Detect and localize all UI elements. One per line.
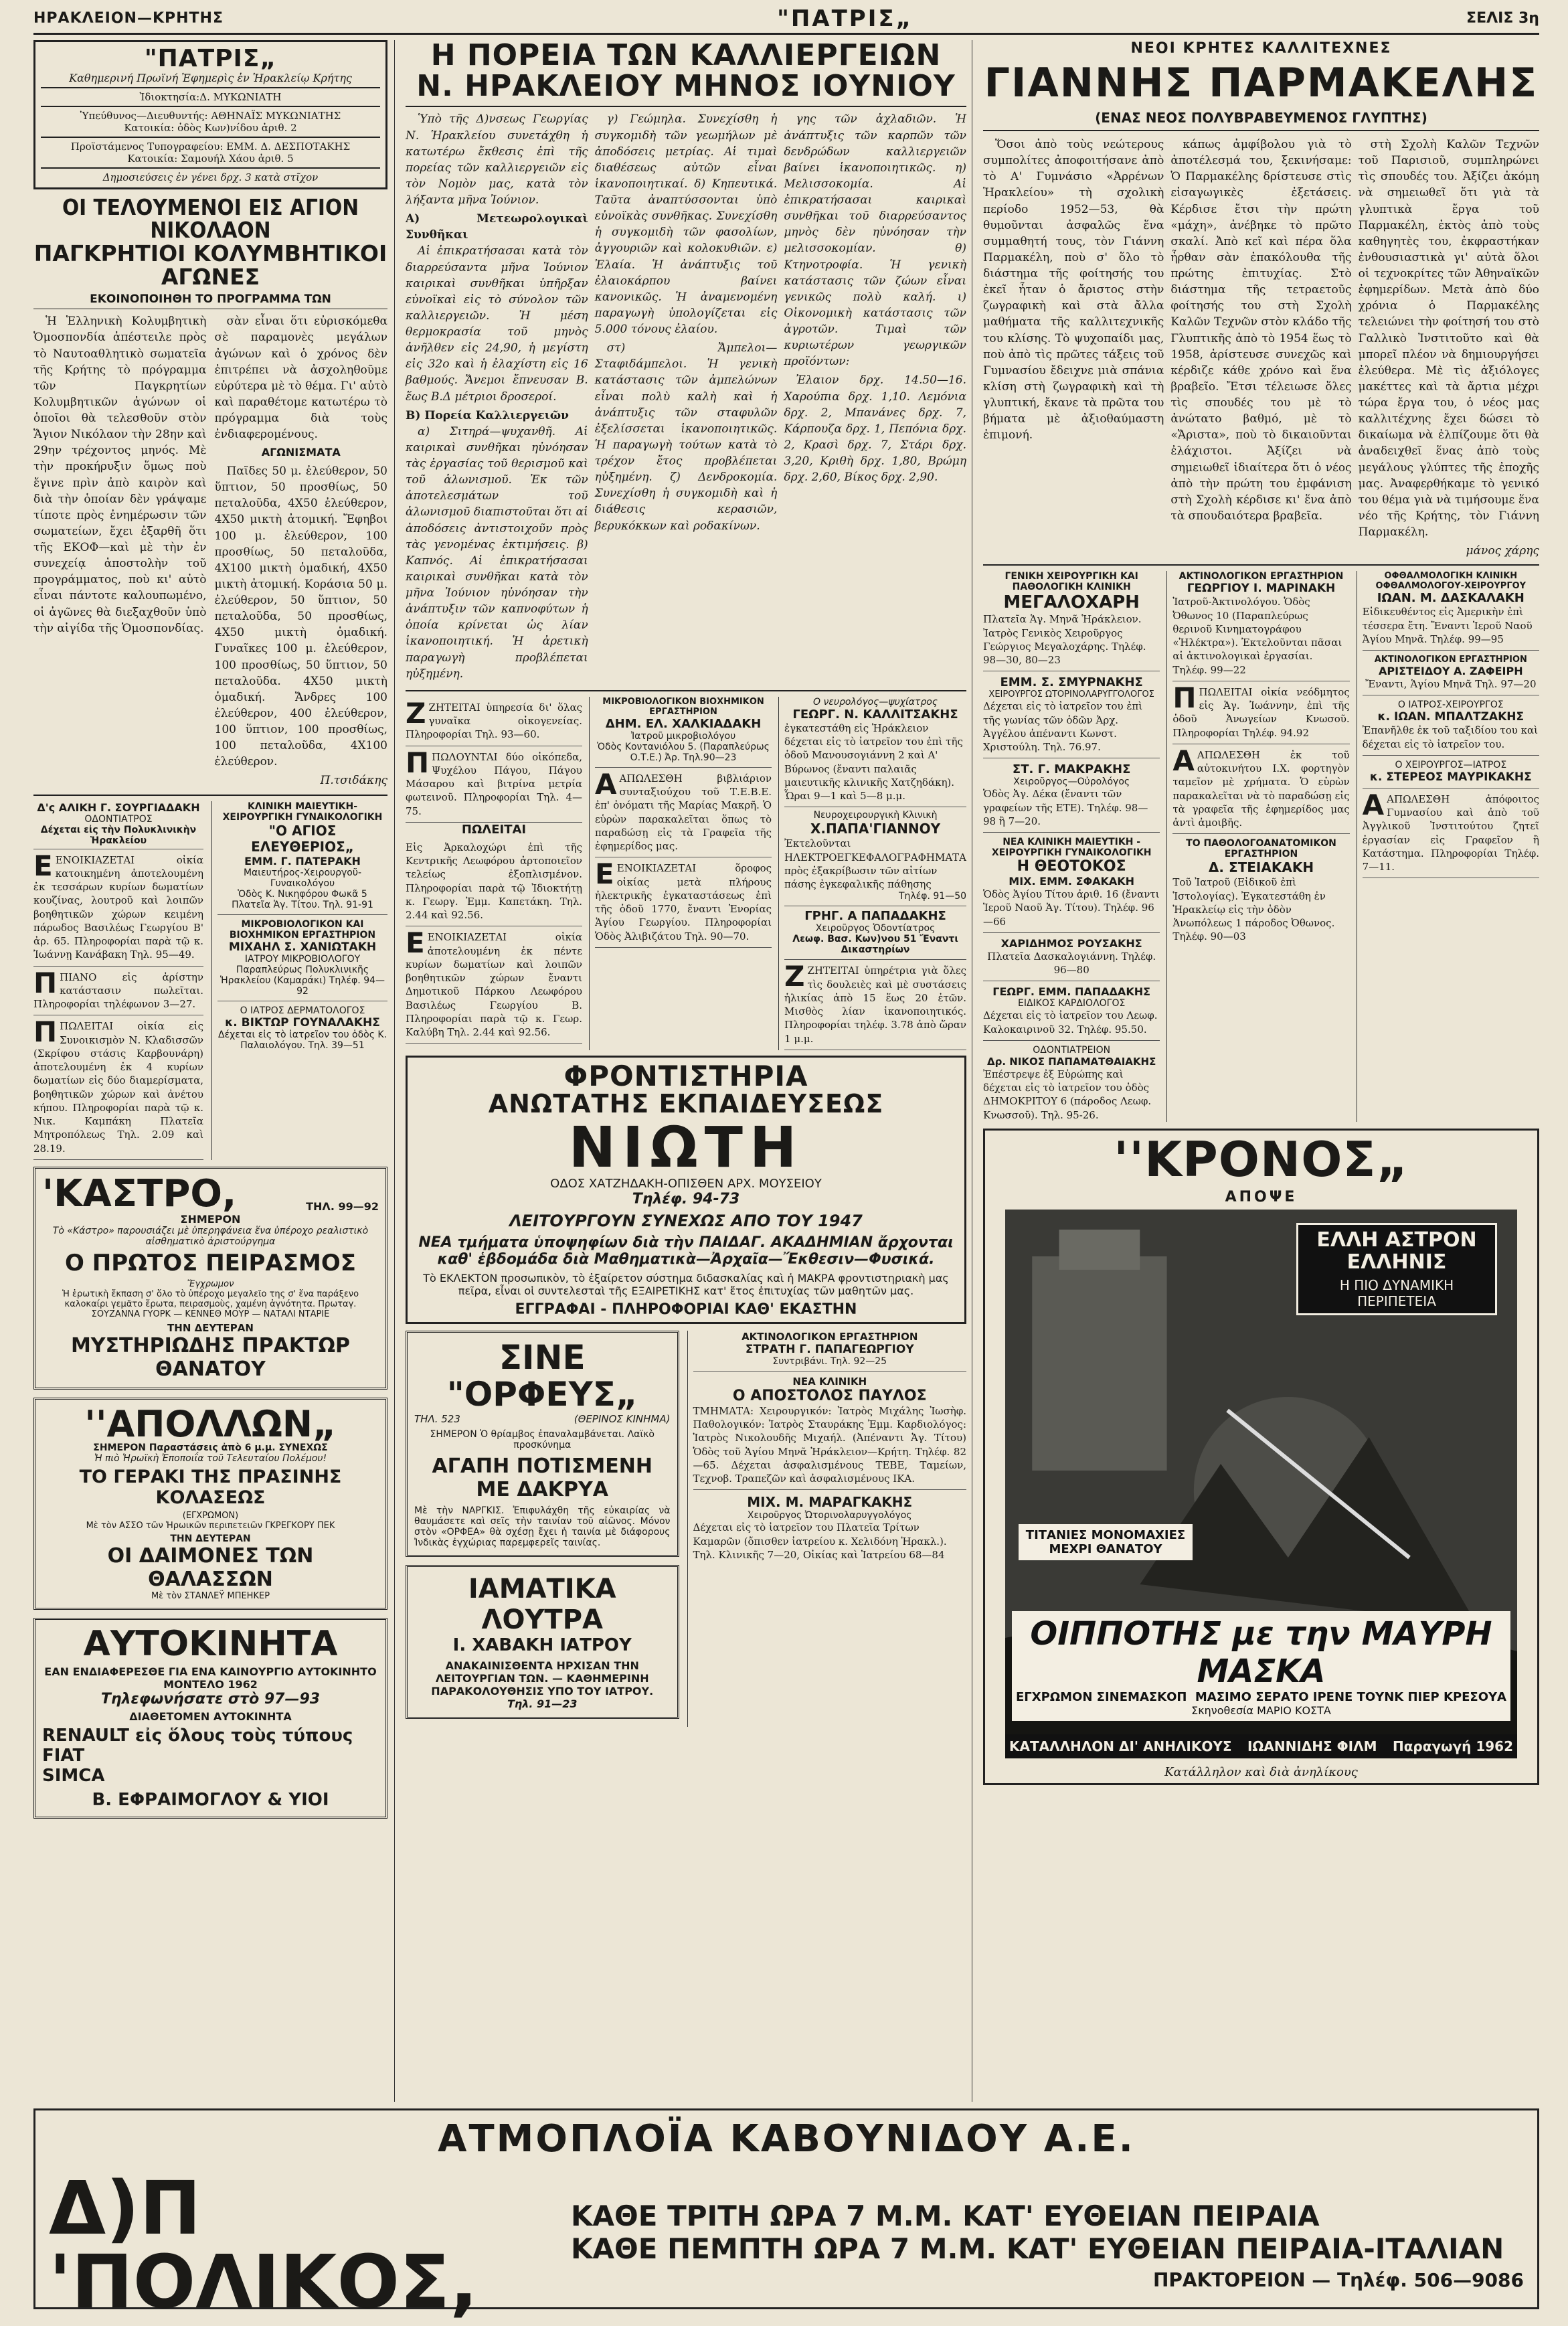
classified-lost-1: ΑΑΠΩΛΕΣΘΗ βιβλιάριον συνταξιούχου τοῦ Τ.Ε.Β.Ε. ἐπ' ὀνόματι τῆς Μαρίας Μακρῆ. Ὁ εὑρὼν παρακαλεῖται ὅπως τὸ παραδώσῃ εἰς τὰ Γραφεῖα τῆς ἐφημερίδος μας. [595, 768, 772, 858]
clinic-doctor: ΕΜΜ. Γ. ΠΑΤΕΡΑΚΗ [244, 854, 361, 867]
cars-firm: Β. ΕΦΡΑΙΜΟΓΛΟΥ & ΥΙΟΙ [92, 1789, 329, 1810]
shipping-ad [33, 2108, 1539, 2325]
crops-p6: γης τῶν ἀχλαδιῶν. Ἡ ἀνάπτυξις τῶν καρπῶν τῶν δενδρώδων καλλιεργειῶν βαίνει ἱκανοποιητικῶς. η) Μελισσοκομία. Αἱ ἐπικρατήσασαι καιρικαὶ συνθῆκαι τοῦ διαρρεύσαντος μηνὸς δὲν ηὐνόησαν τὴν μελισσοκομίαν. θ) Κτηνοτροφία. Ἡ γενικὴ κατάστασις τῶν ζώων εἶναι γενικῶς πολὺ καλή. ι) Οἰκονομικὴ κατάστασις τῶν ἀγροτῶν. Τιμαὶ τῶν κυριωτέρων γεωργικῶν προϊόντων: [784, 112, 967, 369]
urologist-role: Χειροῦργος—Οὐρολόγος [1013, 776, 1130, 788]
eye-clinic-title: ΟΦΘΑΛΜΟΛΟΓΙΚΗ ΚΛΙΝΙΚΗ ΟΦΘΑΛΜΟΛΟΓΟΥ-ΧΕΙΡΟΥΡΓΟΥ [1375, 571, 1527, 592]
column-right [978, 40, 1539, 2102]
column-left [33, 40, 395, 2102]
lab2-title: ΜΙΚΡΟΒΙΟΛΟΓΙΚΟΝ ΒΙΟΧΗΜΙΚΟΝ ΕΡΓΑΣΤΗΡΙΟΝ [602, 696, 764, 717]
niotis-phone: Τηλέφ. 94-73 [632, 1190, 740, 1208]
kronos-badge-adventure: Η ΠΙΟ ΔΥΝΑΜΙΚΗ ΠΕΡΙΠΕΤΕΙΑ [1339, 1277, 1454, 1310]
niotis-footer: ΕΓΓΡΑΦΑΙ - ΠΛΗΡΟΦΟΡΙΑΙ ΚΑΘ' ΕΚΑΣΤΗΝ [515, 1301, 857, 1318]
cars-title: ΑΥΤΟΚΙΝΗΤΑ [83, 1623, 338, 1664]
pathology-lab-name: Δ. ΣΤΕΙΑΚΑΚΗ [1208, 859, 1314, 876]
niotis-since: ΛΕΙΤΟΥΡΓΟΥΝ ΣΥΝΕΧΩΣ ΑΠΟ ΤΟΥ 1947 [509, 1211, 863, 1230]
derm-role: Ο ΙΑΤΡΟΣ ΔΕΡΜΑΤΟΛΟΓΟΣ [240, 1005, 365, 1016]
classified-bakery-title: ΠΩΛΕΙΤΑΙ [461, 822, 527, 837]
cars-dealer: ΔΙΑΘΕΤΟΜΕΝ ΑΥΤΟΚΙΝΗΤΑ [129, 1710, 292, 1723]
xray2-title: ΑΚΤΙΝΟΛΟΓΙΚΟΝ ΕΡΓΑΣΤΗΡΙΟΝ [1179, 571, 1344, 582]
cars-ad [33, 1618, 387, 1819]
dentist2-address: Ἐπέστρεψε ἐξ Εὐρώπης καὶ δέχεται εἰς τὸ ἰατρεῖον του ὁδὸς ΔΗΜΟΚΡΙΤΟΥ 6 (πάροδος Λεωφ. Κνωσσοῦ). Τηλ. 95-26. [983, 1068, 1152, 1121]
lab2-role: Ἰατροῦ μικροβιολόγου [630, 730, 736, 742]
kronos-poster-note: ΤΙΤΑΝΙΕΣ ΜΟΝΟΜΑΧΙΕΣ ΜΕΧΡΙ ΘΑΝΑΤΟΥ [1019, 1524, 1193, 1560]
orfeus-phone: ΤΗΛ. 523 [414, 1412, 460, 1425]
swim-signature: Π.τσιδάκης [320, 774, 387, 788]
sculptor-col-3: στὴ Σχολὴ Καλῶν Τεχνῶν τοῦ Παρισιοῦ, συμπληρώνει τὶς σπουδές του. Ἀξίζει ἀκόμη νὰ σημειωθεῖ ὅτι γιὰ τὰ γλυπτικὰ ἔργα τοῦ Παρμακέλη, ἐκτὸς ἀπὸ τοὺς καθηγητὲς του, ἐκφραστήκαν ἐνθουσιαστικὰ γι' αὐτὰ ὅλοι οἱ τεχνοκρίτες τῶν Ἀθηναϊκῶν ἐφημερίδων. Μετὰ ἀπὸ δύο χρόνια ὁ Παρμακέλης τελειώνει τὴν φοίτησή του στὸ Γαλλικὸ Ἰνστιτοῦτο καὶ θὰ μπορεῖ πλέον νὰ δημιουργήσει ἐλεύθερα. Μὲ τὶς ἀξιόλογες μακέττες καὶ τὰ ἄρτια μέχρι τώρα ἔργα του, ὁ νέος μας καλλιτέχνης ἔχει δώσει τὸ δικαίωμα νὰ ἐλπίζουμε ὅτι θὰ ἀναδειχθεῖ ἕνας ἀπὸ τοὺς μεγάλους γλύπτες τῆς ἐποχῆς μας. Ἀναφερθήκαμε τὸ γενικό του θέμα γιὰ νὰ τιμήσουμε ἕνα νέο τῆς Κρήτης, τὸν Γιάννη Παρμακέλη. [1358, 138, 1539, 539]
crops-p3: α) Σιτηρά—ψυχανθῆ. Αἱ καιρικαὶ συνθῆκαι ηὐνόησαν τὰς ἐργασίας τοῦ θερισμοῦ καὶ τοῦ ἁλωνισμοῦ. Ἐκ τῶν ἀποτελεσμάτων τοῦ ἁλωνισμοῦ διαπιστοῦται ὅτι αἱ ἀποδόσεις ἀντιστοιχοῦν πρὸς τὰς γενομένας ἐκτιμήσεις. β) Καπνός. Αἱ ἐπικρατήσασαι καιρικαὶ συνθῆκαι κατὰ τὸν μῆνα Ἰούνιον ηὐνόησαν τὴν ἀνάπτυξιν τῶν καπνοφύτων ἡ ὁποία κρίνεται ὡς λίαν ἱκανοποιητική. Ἡ ἀρετικὴ παραγωγὴ προβλέπεται ηὐξημένη. [406, 424, 588, 681]
shipping-company: ΑΤΜΟΠΛΟΪΑ ΚΑΒΟΥΝΙΔΟΥ Α.Ε. [438, 2117, 1135, 2161]
dental-surgeon-role: Χειροῦργος Ὀδοντίατρος [815, 923, 936, 934]
maternity-name: Η ΘΕΟΤΟΚΟΣ [1017, 858, 1126, 875]
imprint-owner: Ἰδιοκτησία:Δ. ΜΥΚΩΝΙΑΤΗ [139, 90, 282, 103]
niotis-name: ΝΙΩΤΗ [568, 1114, 804, 1180]
marag-role: Χειροῦργος Ὠτορινολαρυγγολόγος [747, 1510, 912, 1521]
classified-rent-3: ΕΕΝΟΙΚΙΑΖΕΤΑΙ ὅροφος οἰκίας μετὰ πλήρους ἠλεκτρικῆς ἐγκαταστάσεως ἐπὶ τῆς ὁδοῦ 1770, ἔναντι Ἐνορίας Ἁγίου Γεωργίου. Πληροφορίαι Ὁδὸς Ἀλιβιζάτου Τηλ. 90—70. [595, 857, 772, 948]
crops-h2: Β) Πορεία Καλλιεργειῶν [406, 408, 569, 422]
header-title: "ΠΑΤΡΙΣ„ [777, 5, 913, 32]
crops-headline-2: Ν. ΗΡΑΚΛΕΙΟΥ ΜΗΝΟΣ ΙΟΥΝΙΟΥ [406, 71, 966, 107]
urologist-name: ΣΤ. Γ. ΜΑΚΡΑΚΗΣ [1012, 762, 1131, 777]
niotis-tutoring-ad [406, 1056, 966, 1324]
psych-address: ἐγκατεστάθη εἰς Ἡράκλειον δέχεται εἰς τὸ ἰατρεῖον του ἐπὶ τῆς ὁδοῦ Μανουσογιάννη 2 καὶ Α' Βύρωνος (ἔναντι παλαιᾶς μαιευτικῆς κλινικῆς Χατζηδάκη). Ὧραι 9—1 καὶ 5—8 μ.μ. [784, 722, 966, 808]
apollon-film-note: (ΕΓΧΡΩΜΟΝ) [182, 1510, 239, 1521]
kronos-footnote: Κατάλληλον καὶ διὰ ἀνηλίκους [1164, 1765, 1358, 1780]
crops-p4: γ) Γεώμηλα. Συνεχίσθη ἡ συγκομιδὴ τῶν γεωμήλων μὲ ἀποδόσεις μετρίας. Αἱ τιμαὶ διαθέσεως αὐτῶν εἶναι ἱκανοποιητικαί. δ) Κηπευτικά. Ταῦτα ἀναπτύσσονται ὑπὸ εὐνοϊκὰς συνθῆκας. Συνεχίσθη ἡ συγκομιδὴ τῶν φασολίων, ἀγγουριῶν καὶ κολοκυθιῶν. ε) Ἐλαία. Ἡ ἀνάπτυξις τοῦ ἐλαιοκάρπου βαίνει κανονικῶς. Ἡ ἀναμενομένη παραγωγὴ ὑπολογίζεται εἰς 5.000 τόνους ἐλαίου. [594, 112, 778, 336]
neuro-name: Χ.ΠΑΠΑ'ΓΙΑΝΝΟΥ [810, 821, 941, 837]
pavlos-title: ΝΕΑ ΚΛΙΝΙΚΗ [792, 1375, 867, 1388]
ent-name: ΕΜΜ. Σ. ΣΜΥΡΝΑΚΗΣ [1000, 675, 1143, 690]
apollon-cinema-ad [33, 1398, 387, 1610]
page-header [33, 4, 1539, 35]
shipping-line-1: ΚΑΘΕ ΤΡΙΤΗ ΩΡΑ 7 Μ.Μ. ΚΑΤ' ΕΥΘΕΙΑΝ ΠΕΙΡΑΙΑ [571, 2199, 1320, 2232]
iamatika-body: ΑΝΑΚΑΙΝΙΣΘΕΝΤΑ ΗΡΧΙΣΑΝ ΤΗΝ ΛΕΙΤΟΥΡΓΙΑΝ ΤΩΝ. — ΚΑΘΗΜΕΡΙΝΗ ΠΑΡΑΚΟΛΟΥΘΗΣΙΣ ΥΠΟ ΤΟΥ ΙΑΤΡΟΥ. [431, 1659, 654, 1697]
apollon-cast: Μὲ τὸν ΑΣΣΟ τῶν Ἡρωικῶν περιπετειῶν ΓΚΡΕΓΚΟΡΥ ΠΕΚ [86, 1520, 335, 1531]
column-middle [400, 40, 972, 2102]
classified-house-sale-2: ΠΠΩΛΕΙΤΑΙ οἰκία νεόδμητος εἰς Ἁγ. Ἰωάννην, ἐπὶ τῆς ὁδοῦ Ἀνωγείων Κνωσοῦ. Πληροφορίαι Τηλέφ. 94.92 [1172, 681, 1349, 744]
shipping-ship-name: Δ)Π 'ΠΟΛΙΚΟΣ, [49, 2165, 478, 2325]
imprint-title: "ΠΑΤΡΙΣ„ [144, 45, 277, 72]
sculptor-col-1: Ὅσοι ἀπὸ τοὺς νεώτερους συμπολίτες ἀποφοιτήσανε ἀπὸ τὸ Α' Γυμνάσιο «Ἀρρένων Ἡρακλείου» τὴ σχολικὴ περίοδο 1952—53, θὰ θυμοῦνται ἀσφαλῶς ἕνα συμμαθητή τους, τὸν Γιάννη Παρμακέλη, ποὺ σ' ὅλο τὸ διάστημα τῆς φοίτησής του ἐκεῖ ἦταν ὁ ἄριστος στὴν ζωγραφικὴ καὶ στὰ ἄλλα μαθήματα τῆς καλλιτεχνικῆς του κλίσης. Τὸ ψυχοπαίδι μας, ποὺ ἀπὸ τὶς πρῶτες τάξεις τοῦ Γυμνασίου ἔδειχνε μιὰ σπάνια κλίση στὴ ζωγραφικὴ καὶ τὴ γλυπτική, ἔκανε τὰ πρῶτα του βήματα μὲ ἀξιοθαύμαστη ἐπιμονή. [983, 138, 1164, 442]
kastro-next: ΤΗΝ ΔΕΥΤΕΡΑΝ [167, 1321, 254, 1334]
classified-house-sale: ΠΠΩΛΕΙΤΑΙ οἰκία εἰς Συνοικισμὸν Ν. Κλαδισσῶν (Σκρίφου στάσις Καρβουνάρη) ἀποτελουμένη ἐκ 4 κυρίων δωματίων εἰς δύο διαμερίσματα, βοηθητικῶν χώρων καὶ ἀνέτου κήπου. Πληροφορίαι παρὰ τῷ κ. Νικ. Καμπάκη Πλατεῖα Μητροπόλεως Τηλ. 2.09 καὶ 28.19. [33, 1015, 203, 1160]
neuro-phone: Τηλέφ. 91—50 [784, 891, 966, 906]
newspaper-page [33, 0, 1539, 2326]
swim-article [33, 193, 387, 789]
classified-rent-1: ΕΕΝΟΙΚΙΑΖΕΤΑΙ οἰκία κατοικημένη ἀποτελουμένη ἐκ τεσσάρων κυρίων δωματίων κουζίνας, λουτροῦ καὶ λοιπῶν βοηθητικῶν χώρων κειμένη πάρωδος Βασιλέως Γεωργίου Β' ἀρ. 65. Πληροφορίαι παρὰ τῷ κ. Ἰωάννῃ Κανάβακη Τηλ. 95—49. [33, 849, 203, 967]
dentist2-name: Δρ. ΝΙΚΟΣ ΠΑΠΑΜΑΤΘΑΙΑΚΗΣ [987, 1055, 1156, 1068]
apollon-next-film: ΟΙ ΔΑΙΜΟΝΕΣ ΤΩΝ ΘΑΛΑΣΣΩΝ [107, 1544, 314, 1591]
lab-role: ΙΑΤΡΟΥ ΜΙΚΡΟΒΙΟΛΟΓΟΥ [244, 953, 361, 965]
dentist-name: Δ'ς ΑΛΙΚΗ Γ. ΣΟΥΡΓΙΑΔΑΚΗ [37, 801, 200, 814]
imprint-notices: Δημοσιεύσεις ἐν γένει δρχ. 3 κατὰ στῖχον [102, 171, 319, 183]
eye-clinic-address: Εἰδικευθέντος εἰς Ἀμερικὴν ἐπὶ τέσσερα ἔτη. Ἔναντι Ἱεροῦ Ναοῦ Ἁγίου Μηνᾶ. Τηλέφ. 99—95 [1363, 605, 1539, 651]
cardio-address: Δέχεται εἰς τὸ ἰατρεῖον του Λεωφ. Καλοκαιρινοῦ 32. Τηλέφ. 95.50. [983, 1009, 1160, 1041]
kastro-title: 'ΚΑΣΤΡΟ, [42, 1171, 237, 1216]
neuro-clinic: Νευροχειρουργικὴ Κλινικὴ [813, 810, 938, 821]
orfeus-type: (ΘΕΡΙΝΟΣ ΚΙΝΗΜΑ) [574, 1412, 671, 1425]
xray1-address: Συντριβάνι. Τηλ. 92—25 [693, 1356, 967, 1372]
kastro-phone: ΤΗΛ. 99—92 [306, 1199, 379, 1213]
swim-body-left: Ἡ Ἑλληνικὴ Κολυμβητικὴ Ὁμοσπονδία ἀπέστειλε πρὸς τὸ Ναυτοαθλητικὸ σωματεῖα τῆς Κρήτης τὸ πρόγραμμα τῶν Παγκρητίων Κολυμβητικῶν ἀγώνων οἱ ὁποῖοι θὰ τελεσθοῦν στὸν Ἅγιον Νικόλαον τὴν 28ην καὶ 29ην τρέχοντος μηνός. Μὲ τὴν προκήρυξιν ὅμως ποὺ ἔγινε πρὶν ἀπὸ καιρὸν καὶ διὰ τὴν ὁποίαν δὲν γράψαμε τίποτε πρὸς ἐνημέρωσιν τῶν σωματείων, ἔχει ἐξαρθῆ ὅτι τῆς ΕΚΟΦ—καὶ μὲ τὴν ἐν συνεχείᾳ ἀποστολὴν τοῦ προγράμματος, ποὺ κι' αὐτὸ εἶναι πάντοτε καλουπωμένο, οἱ ἀγῶνες θὰ διεξαχθοῦν ὑπὸ τὴν αἰγίδα τῆς Ὁμοσπονδίας. [33, 315, 207, 635]
xray2-name: ΓΕΩΡΓΙΟΥ Ι. ΜΑΡΙΝΑΚΗ [1187, 582, 1336, 596]
apollon-next: ΤΗΝ ΔΕΥΤΕΡΑΝ [170, 1533, 251, 1544]
cardio-role: ΕΙΔΙΚΟΣ ΚΑΡΔΙΟΛΟΓΟΣ [1017, 998, 1126, 1009]
iamatika-title: ΙΑΜΑΤΙΚΑ ΛΟΥΤΡΑ [468, 1573, 616, 1635]
crops-h1: Α) Μετεωρολογικαὶ Συνθῆκαι [406, 212, 588, 242]
sculptor-subhead: (ΕΝΑΣ ΝΕΟΣ ΠΟΛΥΒΡΑΒΕΥΜΕΝΟΣ ΓΛΥΠΤΗΣ) [983, 110, 1539, 131]
clinic-name: "Ο ΑΓΙΟΣ ΕΛΕΥΘΕΡΙΟΣ„ [251, 822, 354, 855]
classified-job-wanted: ΑΑΠΩΛΕΣΘΗ ἀπόφοιτος Γυμνασίου καὶ ἀπὸ τοῦ Ἀγγλικοῦ Ἰνστιτούτου ζητεῖ ἐργασίαν εἰς Γραφεῖον ἢ Κατάστημα. Πληροφορίαι Τηλέφ. 7—11. [1363, 788, 1539, 879]
iamatika-phone: Τηλ. 91—23 [507, 1697, 578, 1710]
pathology-lab-title: ΤΟ ΠΑΘΟΛΟΓΟΑΝΑΤΟΜΙΚΟΝ ΕΡΓΑΣΤΗΡΙΟΝ [1186, 838, 1336, 860]
orfeus-cast: Μὲ τὴν ΝΑΡΓΚΙΣ. Ἐπιφυλάχθη τῆς εὐκαιρίας νὰ θαυμάσετε καὶ σεῖς τὴν ταινίαν τοῦ αἰῶνος. Μόνον στὸν «ΟΡΦΕΑ» θὰ σχέσῃ ἔχει ἡ ταινία μὲ διάφορους Ἰνδικὰς ἐγχώριας παρεμφερεῖς ταινίας. [414, 1505, 671, 1548]
xray3-title: ΑΚΤΙΝΟΛΟΓΙΚΟΝ ΕΡΓΑΣΤΗΡΙΟΝ [1374, 655, 1527, 665]
cars-phone: Τηλεφωνήσατε στὸ 97—93 [100, 1690, 321, 1708]
niotis-new-classes: ΝΕΑ τμήματα ὑποψηφίων διὰ τὴν ΠΑΙΔΑΓ. ΑΚΑΔΗΜΙΑΝ ἄρχονται καθ' ἑβδομάδα διὰ Μαθηματικὰ—Ἀρχαῖα—Ἔκθεσιν—Φυσικά. [418, 1234, 954, 1268]
clinic-title: ΚΛΙΝΙΚΗ ΜΑΙΕΥΤΙΚΗ-ΧΕΙΡΟΥΡΓΙΚΗ ΓΥΝΑΙΚΟΛΟΓΙΚΗ [222, 801, 383, 823]
kronos-director: Σκηνοθεσία ΜΑΡΙΟ ΚΟΣΤΑ [1191, 1704, 1331, 1718]
shipping-line-2: ΚΑΘΕ ΠΕΜΠΤΗ ΩΡΑ 7 Μ.Μ. ΚΑΤ' ΕΥΘΕΙΑΝ ΠΕΙΡΑΙΑ-ΙΤΑΛΙΑΝ [571, 2232, 1504, 2265]
kastro-cinema-ad [33, 1167, 387, 1390]
kronos-when: ΑΠΟΨΕ [1225, 1189, 1298, 1206]
crops-p2: Αἱ ἐπικρατήσασαι κατὰ τὸν διαρρεύσαντα μῆνα Ἰούνιον καιρικαὶ συνθῆκαι ὑπῆρξαν εὐνοϊκαὶ εἰς τὸ σύνολον τῶν καλλιεργειῶν. Ἡ μέση θερμοκρασία τοῦ μηνὸς ἀνῆλθεν εἰς 24,90, ἡ μεγίστη εἰς 32ο καὶ ἡ ἐλαχίστη εἰς 16 βαθμούς. Ἄνεμοι ἔπνευσαν Β. ἕως Β.Δ μέτριοι δροσεροί. [406, 244, 588, 404]
imprint-print-head: Προϊστάμενος Τυπογραφείου: ΕΜΜ. Δ. ΔΕΣΠΟΤΑΚΗΣ [70, 140, 351, 153]
dental-surgeon-name: ΓΡΗΓ. Α ΠΑΠΑΔΑΚΗΣ [804, 909, 946, 924]
xray1-title: ΑΚΤΙΝΟΛΟΓΙΚΟΝ ΕΡΓΑΣΤΗΡΙΟΝ [742, 1330, 918, 1343]
xray3-address: Ἔναντι, Ἁγίου Μηνᾶ Τηλ. 97—20 [1363, 677, 1539, 695]
kronos-film: ΟΙΠΠΟΤΗΣ με την ΜΑΥΡΗ ΜΑΣΚΑ [1030, 1615, 1492, 1691]
rousakis-name: ΧΑΡΙΔΗΜΟΣ ΡΟΥΣΑΚΗΣ [1000, 936, 1142, 950]
clinic-address: Ὁδὸς Κ. Νικηφόρου Φωκᾶ 5 Πλατεῖα Ἁγ. Τίτου. Τηλ. 91-91 [217, 889, 387, 915]
apollon-title: ''ΑΠΟΛΛΩΝ„ [84, 1402, 337, 1445]
psych-title: Ο νευρολόγος—ψυχίατρος [813, 696, 938, 708]
swim-program-title: ΑΓΩΝΙΣΜΑΤΑ [261, 446, 341, 459]
iamatika-baths-ad [406, 1565, 679, 1719]
kronos-title: ''ΚΡΟΝΟΣ„ [1114, 1131, 1409, 1187]
general-clinic-name: ΜΕΓΑΛΟΧΑΡΗ [1003, 592, 1140, 613]
general-clinic-address: Πλατεῖα Ἁγ. Μηνᾶ Ἡράκλειον. Ἰατρὸς Γενικὸς Χειροῦργος Γεώργιος Μεγαλοχάρης. Τηλέφ. 98—30, 80—23 [983, 612, 1160, 671]
marag-name: ΜΙΧ. Μ. ΜΑΡΑΓΚΑΚΗΣ [747, 1494, 913, 1511]
crops-p1: Ὑπὸ τῆς Δ)νσεως Γεωργίας Ν. Ἡρακλείου συνετάχθη ἡ κατωτέρω ἔκθεσις ἐπὶ τῆς πορείας τῶν καλλιεργειῶν εἰς τὸν Νομὸν μας, κατὰ τὸν λήξαντα μῆνα Ἰούνιον. [406, 112, 588, 207]
header-city: ΗΡΑΚΛΕΙΟΝ—ΚΡΗΤΗΣ [33, 10, 224, 27]
imprint-address: Κατοικία: ὁδὸς Κων)νίδου ἀριθ. 2 [124, 121, 297, 134]
eye-clinic-name: ΙΩΑΝ. Μ. ΔΑΣΚΑΛΑΚΗ [1377, 591, 1525, 606]
classified-maid: ΖΖΗΤΕΙΤΑΙ ὑπηρέτρια γιὰ ὅλες τὶς δουλειὲς καὶ μὲ συστάσεις ἡλικίας ἀπὸ 15 ἕως 20 ἐτῶν. Μισθὸς λίαν ἱκανοποιητικός. Πληροφορίαι τηλέφ. 3.78 ἀπὸ ὥραν 1 μ.μ. [784, 960, 966, 1050]
surgeon2-address: Ἐπανῆλθε ἐκ τοῦ ταξιδίου του καὶ δέχεται εἰς τὸ ἰατρεῖον του. [1363, 724, 1539, 756]
cars-brand-fiat: FIAT [42, 1745, 85, 1766]
orfeus-cinema-ad [406, 1331, 679, 1557]
surgeon2-name: κ. ΙΩΑΝ. ΜΠΑΛΤΖΑΚΗΣ [1377, 710, 1525, 724]
header-page-number: ΣΕΛΙΣ 3η [1466, 10, 1539, 27]
crops-headline-1: Η ΠΟΡΕΙΑ ΤΩΝ ΚΑΛΛΙΕΡΓΕΙΩΝ [430, 40, 942, 72]
orfeus-title: ΣΙΝΕ "ΟΡΦΕΥΣ„ [446, 1337, 638, 1414]
kronos-cast: ΜΑΣΙΜΟ ΣΕΡΑΤΟ ΙΡΕΝΕ ΤΟΥΝΚ ΠΙΕΡ ΚΡΕΣΟΥΑ [1195, 1690, 1506, 1705]
lab2-name: ΔΗΜ. ΕΛ. ΧΑΛΚΙΑΔΑΚΗ [605, 716, 762, 731]
imprint-print-address: Κατοικία: Σαμουήλ Χάου ἀριθ. 5 [127, 152, 294, 165]
swim-headline-2: ΠΑΓΚΡΗΤΙΟΙ ΚΟΛΥΜΒΗΤΙΚΟΙ ΑΓΩΝΕΣ [33, 240, 387, 290]
ent-address: Δέχεται εἰς τὸ ἰατρεῖον του ἐπὶ τῆς γωνίας τῶν ὁδῶν Ἀρχ. Ἀγγέλου ἀπέναντι Κωνστ. Χριστούλη. Τηλ. 76.97. [983, 699, 1160, 758]
lab-address: Παραπλεύρως Πολυκλινικῆς Ἡρακλείου (Καμαράκι) Τηλέφ. 94—92 [217, 965, 387, 1001]
orfeus-film: ΑΓΑΠΗ ΠΟΤΙΣΜΕΝΗ ΜΕ ΔΑΚΡΥΑ [432, 1454, 652, 1501]
urologist-address: Ὁδὸς Ἀγ. Δέκα (ἔναντι τῶν γραφείων τῆς ΕΤΕ). Τηλέφ. 98—98 ἢ 7—20. [983, 787, 1160, 833]
kastro-cast: Ἡ ἐρωτικὴ ἔκπαση σ' ὅλο τὸ ὑπέροχο μεγαλεῖο της σ' ἕνα παράξενο καλοκαίρι γεμᾶτο ἔρωτα, πειρασμοὺς, χαμένη ἀγνότητα. Πρωταγ. ΣΟΥΖΑΝΝΑ ΓΥΟΡΚ — ΚΕΝΝΕΘ ΜΟΥΡ — ΝΑΤΑΛΙ ΝΤΑΡΙΕ [62, 1289, 359, 1319]
classified-piano: ΠΠΙΑΝΟ εἰς ἀρίστην κατάστασιν πωλεῖται. Πληροφορίαι τηλέφωνον 3—27. [33, 967, 203, 1016]
marag-address: Δέχεται εἰς τὸ ἰατρεῖον του Πλατεῖα Τρίτων Καμαρῶν (ὄπισθεν ἰατρείου κ. Χελιδόνη Ἡρακλ.). Τηλ. Κλινικῆς 7—20, Οἰκίας καὶ Ἰατρείου 68—84 [693, 1521, 947, 1561]
crops-article [406, 111, 966, 684]
imprint-box [33, 40, 387, 189]
crops-p5: στ) Ἄμπελοι—Σταφιδάμπελοι. Ἡ γενικὴ κατάστασις τῶν ἀμπελώνων εἶναι πολὺ καλὴ καὶ ἡ ἀνάπτυξις τῶν σταφυλῶν ἐξελίσσεται ἱκανοποιητικῶς. Ἡ παραγωγὴ τούτων κατὰ τὸ τρέχον ἔτος προβλέπεται ηὐξημένη. ζ) Δενδροκομία. Συνεχίσθη ἡ συγκομιδὴ καὶ ἡ διάθεσις κερασιῶν, βερυκόκκων καὶ ροδακίνων. [594, 341, 778, 533]
dental-surgeon-address: Λεωφ. Βασ. Κων)νου 51 Ἔναντι Δικαστηρίων [784, 934, 966, 960]
classified-lost-2: ΑΑΠΩΛΕΣΘΗ ἐκ τοῦ αὐτοκινήτου Ι.Χ. φορτηγὸν ταμεῖον μὲ χρήματα. Ὁ εὑρὼν παρακαλεῖται νὰ τὸ παραδώσῃ εἰς τὰ γραφεῖα τῆς ἐφημερίδος μας ἀντὶ ἀμοιβῆς. [1172, 744, 1349, 835]
xray2-address: Ἰατροῦ-Ἀκτινολόγου. Ὁδὸς Ὀθωνος 10 (Παραπλεύρως θερινοῦ Κινηματογράφου «Ἠλέκτρα»). Ἐκτελοῦνται πᾶσαι αἱ ἀκτινολογικαὶ ἐργασίαι. Τηλέφ. 99—22 [1172, 595, 1349, 681]
iamatika-name: Ι. ΧΑΒΑΚΗ ΙΑΤΡΟΥ [452, 1635, 632, 1655]
swim-program: Παῖδες 50 μ. ἐλεύθερον, 50 ὕπτιον, 50 προσθίως, 50 πεταλοῦδα, 4Χ50 ἐλεύθερον, 4Χ50 μικτὴ ἀτομική. Ἔφηβοι 100 μ. ἐλεύθερον, 100 προσθίως, 50 πεταλοῦδα, 4Χ100 μικτὴ ὁμαδική, 4Χ50 μικτὴ ἀτομική. Κοράσια 50 μ. ἐλεύθερον, 50 ὕπτιον, 50 πεταλοῦδα, 50 προσθίως, 4Χ50 μικτὴ ὁμαδική. Γυναῖκες 100 μ. ἐλεύθερον, 100 προσθίως, 50 ὕπτιον, 50 πεταλοῦδα. 4Χ50 μικτὴ ὁμαδική. Ἄνδρες 100 ἐλεύθερον, 400 ἐλεύθερον, 100 ὕπτιον, 100 προσθίως, 100 πεταλοῦδα, 4Χ100 ἐλεύθερον. [214, 465, 387, 769]
imprint-subtitle: Καθημερινή Πρωϊνή Ἐφημερὶς ἐν Ἡρακλείῳ Κρήτης [69, 71, 352, 84]
apollon-film: ΤΟ ΓΕΡΑΚΙ ΤΗΣ ΠΡΑΣΙΝΗΣ ΚΟΛΑΣΕΩΣ [79, 1466, 342, 1508]
surgeon3-name: κ. ΣΤΕΡΕΟΣ ΜΑΥΡΙΚΑΚΗΣ [1363, 770, 1539, 788]
dentist-hours: Δέχεται εἰς τὴν Πολυκλινικὴν Ἡρακλείου [33, 825, 203, 849]
sculptor-headline: ΓΙΑΝΝΗΣ ΠΑΡΜΑΚΕΛΗΣ [984, 60, 1539, 106]
classified-rent-2: ΕΕΝΟΙΚΙΑΖΕΤΑΙ οἰκία ἀποτελουμένη ἐκ πέντε κυρίων δωματίων καὶ λοιπῶν βοηθητικῶν χώρων ἔναντι Δημοτικοῦ Πάρκου Λεωφόρου Βασιλέως Γεωργίου Β. Πληροφορίαι παρὰ τῷ κ. Γεωρ. Καλύβη Τηλ. 2.44 καὶ 92.56. [406, 926, 582, 1044]
pavlos-name: Ο ΑΠΟΣΤΟΛΟΣ ΠΑΥΛΟΣ [732, 1387, 927, 1404]
shipping-agency: ΠΡΑΚΤΟΡΕΙΟΝ — Τηλέφ. 506—9086 [1152, 2268, 1524, 2291]
kastro-blurb: Τὸ «Κάστρο» παρουσιάζει μὲ ὑπερηφάνεια ἕνα ὑπέροχο ρεαλιστικὸ αἰσθηματικὸ ἀριστούργημα [52, 1225, 369, 1247]
surgeon2-role: Ο ΙΑΤΡΟΣ-ΧΕΙΡΟΥΡΓΟΣ [1397, 699, 1504, 711]
rousakis-address: Πλατεῖα Δασκαλογιάννη. Τηλέφ. 96—80 [983, 950, 1160, 982]
apollon-next-cast: Μὲ τὸν ΣΤΑΝΛΕΫ ΜΠΕΗΚΕΡ [151, 1590, 270, 1601]
swim-subhead: ΕΚΟΙΝΟΠΟΙΗΘΗ ΤΟ ΠΡΟΓΡΑΜΜΑ ΤΩΝ [33, 293, 387, 309]
cars-line: ΕΑΝ ΕΝΔΙΑΦΕΡΕΣΘΕ ΓΙΑ ΕΝΑ ΚΑΙΝΟΥΡΓΙΟ ΑΥΤΟΚΙΝΗΤΟ ΜΟΝΤΕΛΟ 1962 [44, 1665, 377, 1691]
imprint-director: Ὑπεύθυνος—Διευθυντής: ΑΘΗΝΑΪΣ ΜΥΚΩΝΙΑΤΗΣ [80, 109, 341, 122]
niotis-title-1: ΦΡΟΝΤΙΣΤΗΡΙΑ [563, 1059, 808, 1092]
derm-name: κ. ΒΙΚΤΩΡ ΓΟΥΝΑΛΑΚΗΣ [225, 1015, 380, 1029]
sculptor-signature: μάνος χάρης [1466, 544, 1539, 558]
cardio-name: ΓΕΩΡΓ. ΕΜΜ. ΠΑΠΑΔΑΚΗΣ [992, 985, 1151, 999]
classified-bakery: Εἰς Ἀρκαλοχώρι ἐπὶ τῆς Κεντρικῆς Λεωφόρου ἀρτοποιεῖον τελείως ἐξοπλισμένον. Πληροφορίαι παρὰ τῷ Ἰδιοκτήτῃ κ. Γεωργ. Ἐμμ. Καπετάκη. Τηλ. 2.44 καὶ 92.56. [406, 837, 582, 927]
cars-brand-simca: SIMCA [42, 1765, 105, 1786]
pavlos-body: ΤΜΗΜΑΤΑ: Χειρουργικόν: Ἰατρὸς Μιχάλης Ἰωσὴφ. Παθολογικόν: Ἰατρὸς Σταυράκης Ἐμμ. Καρδιολόγος: Ἰατρὸς Νικολουδῆς Μιχαήλ. (Ἀπέναντι Ἁγ. Τίτου) Ὁδὸς τοῦ Ἁγίου Μηνᾶ Ἡράκλειον—Κρήτη. Τηλέφ. 82—65. Δέχεται ἀσφαλισμένους ΤΕΒΕ, Ταμείων, Τεχνοβ. Τραπεζῶν καὶ ἀσφαλισμένους ΙΚΑ. [693, 1404, 967, 1491]
sculptor-kicker: ΝΕΟΙ ΚΡΗΤΕΣ ΚΑΛΛΙΤΕΧΝΕΣ [1130, 40, 1392, 57]
kronos-rating: ΚΑΤΑΛΛΗΛΟΝ ΔΙ' ΑΝΗΛΙΚΟΥΣ [1009, 1738, 1232, 1755]
classified-plots: ΠΠΩΛΟΥΝΤΑΙ δύο οἰκόπεδα, Ψυχέλου Πάγου, Πάγου Μάσαρου καὶ βιτρίνα μετρία φωτεινοῦ. Πληροφορίαι Τηλ. 4—75. [406, 746, 582, 823]
lab-name: ΜΙΧΑΗΛ Σ. ΧΑΝΙΩΤΑΚΗ [228, 940, 377, 954]
kastro-next-film: ΜΥΣΤΗΡΙΩΔΗΣ ΠΡΑΚΤΩΡ ΘΑΝΑΤΟΥ [70, 1333, 351, 1381]
apollon-when: ΣΗΜΕΡΟΝ Παραστάσεις ἀπὸ 6 μ.μ. ΣΥΝΕΧΩΣ [93, 1442, 328, 1453]
psych-name: ΓΕΩΡΓ. Ν. ΚΑΛΛΙΤΣΑΚΗΣ [792, 707, 958, 722]
lab2-address: Ὁδὸς Κοντανιόλου 5. (Παραπλεύρως Ο.Τ.Ε.) Ἀρ. Τηλ.90—23 [595, 742, 772, 768]
swim-headline-1: ΟΙ ΤΕΛΟΥΜΕΝΟΙ ΕΙΣ ΑΓΙΟΝ ΝΙΚΟΛΑΟΝ [62, 193, 359, 244]
general-clinic-title: ΓΕΝΙΚΗ ΧΕΙΡΟΥΡΓΙΚΗ ΚΑΙ ΠΑΘΟΛΟΓΙΚΗ ΚΛΙΝΙΚΗ [1005, 571, 1138, 593]
derm-address: Δέχεται εἰς τὸ ἰατρεῖον του ὁδὸς Κ. Παλαιολόγου. Τηλ. 39—51 [217, 1029, 387, 1051]
maternity-title: ΝΕΑ ΚΛΙΝΙΚΗ ΜΑΙΕΥΤΙΚΗ - ΧΕΙΡΟΥΡΓΙΚΗ ΓΥΝΑΙΚΟΛΟΓΙΚΗ [991, 837, 1152, 858]
ent-role: ΧΕΙΡΟΥΡΓΟΣ ΩΤΟΡΙΝΟΛΑΡΥΓΓΟΛΟΓΟΣ [988, 689, 1154, 700]
clinic-specialty: Μαιευτήρος-Χειρουργοῦ-Γυναικολόγου [243, 867, 362, 889]
kronos-distributor: ΙΩΑΝΝΙΔΗΣ ΦΙΛΜ [1247, 1738, 1377, 1755]
orfeus-blurb: ΣΗΜΕΡΟΝ Ὁ θρίαμβος ἐπαναλαμβάνεται. Λαϊκὸ προσκύνημα [430, 1428, 655, 1450]
kronos-cinema-ad [983, 1129, 1539, 1786]
niotis-note: Τὸ ΕΚΛΕΚΤΟΝ προσωπικὸν, τὸ ἐξαίρετον σύστημα διδασκαλίας καὶ ἡ ΜΑΚΡΑ φροντιστηριακὴ μας πεῖρα, εἶναι οἱ συντελεσταὶ τῆς ΕΞΑΙΡΕΤΙΚΗΣ κατ' ἔτος ἐπιτυχίας τῶν μαθητῶν μας. [423, 1271, 949, 1297]
kronos-badge-star: ΕΛΛΗ ΑΣΤΡΟΝ ΕΛΛΗΝΙΣ [1316, 1228, 1477, 1274]
middle-classifieds [406, 697, 966, 1050]
niotis-address: ΟΔΟΣ ΧΑΤΖΗΔΑΚΗ-ΟΠΙΣΘΕΝ ΑΡΧ. ΜΟΥΣΕΙΟΥ [550, 1176, 822, 1191]
crops-prices: Ἐλαιον δρχ. 14.50—16. Χαρούπια δρχ. 1,10. Λεμόνια δρχ. 2, Μπανάνες δρχ. 7, Κάρπουζα δρχ. 1, Πεπόνια δρχ. 2, Κρασὶ δρχ. 7, Στάρι δρχ. 3,20, Κριθὴ δρχ. 1,80, Βρώμη δρχ. 2,60, Βίκος δρχ. 2,90. [784, 373, 967, 485]
kronos-format: ΕΓΧΡΩΜΟΝ ΣΙΝΕΜΑΣΚΟΠ [1016, 1690, 1187, 1705]
surgeon3-role: Ο ΧΕΙΡΟΥΡΓΟΣ—ΙΑΤΡΟΣ [1395, 759, 1507, 770]
kastro-film-note: Ἔγχρωμον [187, 1278, 234, 1289]
classified-wanted-1: ΖΖΗΤΕΙΤΑΙ ὑπηρεσία δι' ὅλας γυναῖκα οἰκογενείας. Πληροφορίαι Τηλ. 93—60. [406, 697, 582, 746]
neuro-note: Ἐκτελοῦνται ΗΛΕΚΤΡΟΕΓΚΕΦΑΛΟΓΡΑΦΗΜΑΤΑ πρὸς ἐξακρίβωσιν τῶν αἰτίων πάσης ἐγκεφαλικῆς πάθησης [784, 837, 967, 890]
sculptor-col-2: κάπως ἀμφίβολου γιὰ τὸ ἀποτέλεσμά του, ξεκινήσαμε: Ὁ Παρμακέλης δρίστευσε στὶς εἰσαγωγικὲς ἐξετάσεις. Κέρδισε ἔτσι τὴν πρώτη «μάχη», ἀνέβηκε τὸ πρῶτο σκαλί. Ἀπὸ κεῖ καὶ πέρα ὅλα ἦρθαν σὰν ἐπακόλουθα τῆς πρώτης ἐπιτυχίας. Στὸ διάστημα τῆς τετραετοῦς φοίτησής του στὴ Σχολὴ Καλῶν Τεχνῶν στὸν κλάδο τῆς Γλυπτικῆς ἀπὸ τὸ 1954 ἕως τὸ 1958, ἀρίστευσε συνεχῶς καὶ κέρδιζε κάθε χρόνο καὶ ἕνα βραβεῖο. Ἔτσι τέλειωσε ὅλες τὶς σπουδές του μὲ τὸ ἀνώτατο βαθμό, μὲ τὸ «Ἄριστα», ποὺ τὸ δικαιοῦνται ἐλάχιστοι. Ἀξίζει νὰ σημειωθεῖ ἰδιαίτερα ὅτι ὁ νέος ἀπὸ τὴν πρώτη του ἐμφάνιση στὴ Σχολὴ κέρδισε κι' ἕνα ἀπὸ τὰ σπουδαιότερα βραβεῖα. [1170, 138, 1352, 523]
sculptor-article [983, 137, 1539, 559]
xray3-name: ΑΡΙΣΤΕΙΔΟΥ Α. ΖΑΦΕΙΡΗ [1379, 665, 1523, 677]
dentist2-title: ΟΔΟΝΤΙΑΤΡΕΙΟΝ [1033, 1044, 1111, 1056]
right-classifieds [983, 571, 1539, 1122]
lab-title: ΜΙΚΡΟΒΙΟΛΟΓΙΚΟΝ ΚΑΙ ΒΙΟΧΗΜΙΚΟΝ ΕΡΓΑΣΤΗΡΙΟΝ [229, 918, 376, 940]
apollon-blurb: Ἡ πιὸ Ἡρωϊκὴ Ἐποποιΐα τοῦ Τελευταίου Πολέμου! [94, 1452, 327, 1464]
swim-body-right: σὰν εἶναι ὅτι εὐρισκόμεθα σὲ παραμονὲς μεγάλων ἀγώνων καὶ ὁ χρόνος δὲν ἐπιτρέπει νὰ ἀσχοληθοῦμε εὐρύτερα μὲ τὸ θέμα. Γι' αὐτὸ καὶ παραθέτομε κατωτέρω τὸ πρόγραμμα διὰ τοὺς ἐνδιαφερομένους. [214, 315, 387, 442]
niotis-title-2: ΑΝΩΤΑΤΗΣ ΕΚΠΑΙΔΕΥΣΕΩΣ [488, 1088, 884, 1118]
kronos-year: Παραγωγή 1962 [1392, 1738, 1513, 1755]
dentist-role: ΟΔΟΝΤΙΑΤΡΟΣ [84, 813, 153, 825]
kastro-when: ΣΗΜΕΡΟΝ [180, 1212, 241, 1226]
kronos-poster [1005, 1210, 1517, 1758]
cars-brand-renault: RENAULT εἰς ὅλους τοὺς τύπους [42, 1725, 353, 1746]
xray1-name: ΣΤΡΑΤΗ Γ. ΠΑΠΑΓΕΩΡΓΙΟΥ [745, 1342, 914, 1356]
pathology-lab-address: Τοῦ Ἰατροῦ (Εἰδικοῦ ἐπὶ Ἱστολογίας). Ἐγκατεστάθη ἐν Ἡρακλείῳ εἰς τὴν ὁδὸν Ἀνωπόλεως 1 πάροδος Ὀθωνος. Τηλέφ. 90—03 [1172, 876, 1335, 943]
kastro-film: Ο ΠΡΩΤΟΣ ΠΕΙΡΑΣΜΟΣ [65, 1249, 356, 1276]
maternity-doctor: ΜΙΧ. ΕΜΜ. ΣΦΑΚΑΚΗ [1009, 875, 1135, 888]
maternity-address: Ὁδὸς Ἁγίου Τίτου ἀριθ. 16 (ἔναντι Ἱεροῦ Ναοῦ Ἁγ. Τίτου). Τηλέφ. 96—66 [983, 888, 1160, 933]
